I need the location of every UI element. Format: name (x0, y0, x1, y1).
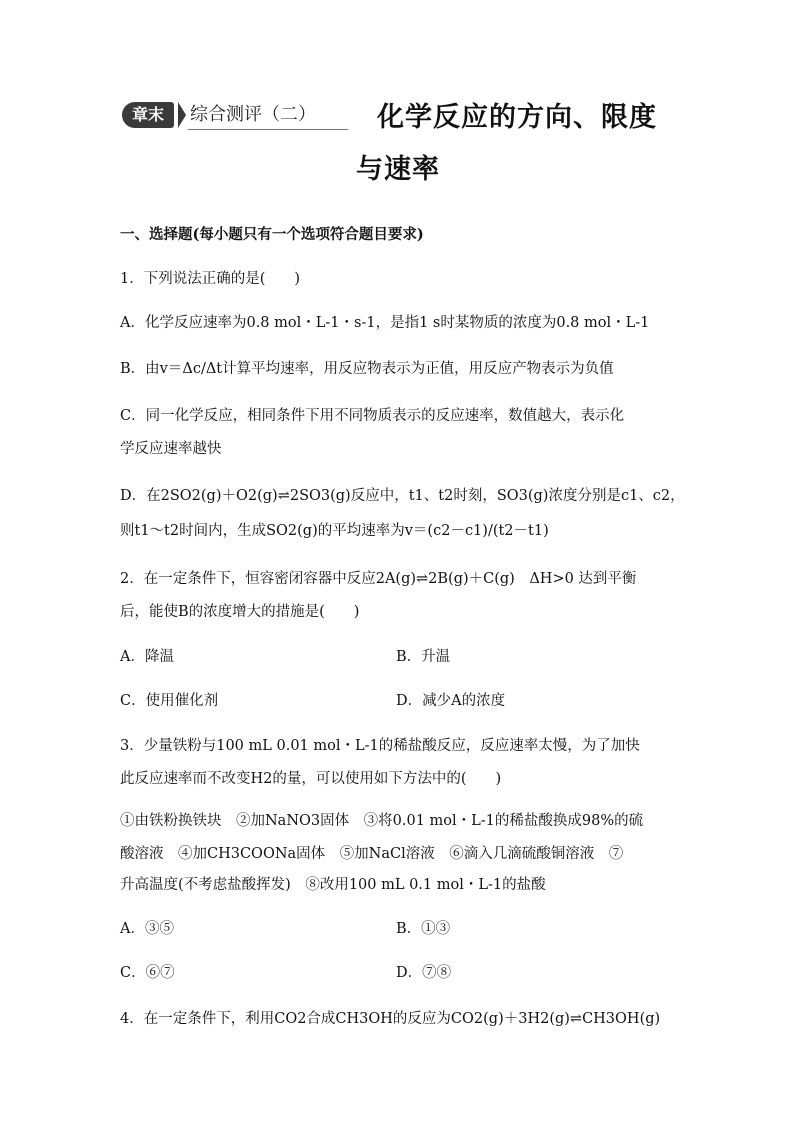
q3-option-a: A．③⑤ (120, 921, 174, 937)
q3-option-b: B．①③ (396, 921, 451, 937)
q1-option-c-line2: 学反应速率越快 (120, 441, 222, 457)
q1-option-b: B．由v＝Δc/Δt计算平均速率，用反应物表示为正值，用反应产物表示为负值 (120, 361, 614, 377)
q2-option-a: A．降温 (120, 649, 174, 665)
q3-option-d: D．⑦⑧ (396, 965, 452, 981)
chapter-header (122, 98, 682, 138)
q1-option-d-line1: D．在2SO2(g)＋O2(g)⇌2SO3(g)反应中，t1、t2时刻，SO3(g)浓度分别是c1、c2， (120, 488, 685, 504)
q3-choices-line3: 升高温度(不考虑盐酸挥发) ⑧改用100 mL 0.1 mol・L-1的盐酸 (120, 877, 546, 893)
q3-choices-line1: ①由铁粉换铁块 ②加NaNO3固体 ③将0.01 mol・L-1的稀盐酸换成98%的硫 (120, 813, 644, 829)
q3-choices-line2: 酸溶液 ④加CH3COONa固体 ⑤加NaCl溶液 ⑥滴入几滴硫酸铜溶液 ⑦ (120, 846, 624, 862)
q4-stem-line1: 4．在一定条件下，利用CO2合成CH3OH的反应为CO2(g)＋3H2(g)⇌CH3OH(g) (120, 1011, 661, 1027)
q2-option-c: C．使用催化剂 (120, 693, 219, 709)
q1-option-c-line1: C．同一化学反应，相同条件下用不同物质表示的反应速率，数值越大，表示化 (120, 408, 625, 424)
page-title-line1: 化学反应的方向、限度 (377, 102, 657, 133)
q1-option-a: A．化学反应速率为0.8 mol・L-1・s-1，是指1 s时某物质的浓度为0.8 mol・L-1 (120, 315, 650, 331)
q3-option-c: C．⑥⑦ (120, 965, 175, 981)
subtitle-underline (188, 129, 348, 130)
q2-stem-line1: 2．在一定条件下，恒容密闭容器中反应2A(g)⇌2B(g)＋C(g) ΔH>0 达到平衡 (120, 571, 637, 587)
chapter-subtitle: 综合测评（二） (190, 104, 316, 125)
q1-stem: 1．下列说法正确的是( ) (120, 271, 301, 287)
q2-stem-line2: 后，能使B的浓度增大的措施是( ) (120, 604, 360, 620)
badge-arrow-icon (178, 102, 186, 128)
q3-stem-line2: 此反应速率而不改变H2的量，可以使用如下方法中的( ) (120, 771, 502, 787)
section-heading: 一、选择题(每小题只有一个选项符合题目要求) (120, 226, 424, 243)
page-title-line2: 与速率 (356, 154, 440, 185)
chapter-badge: 章末 (122, 102, 174, 128)
q3-stem-line1: 3．少量铁粉与100 mL 0.01 mol・L-1的稀盐酸反应，反应速率太慢，为了加快 (120, 738, 640, 754)
q2-option-d: D．减少A的浓度 (396, 693, 506, 709)
q1-option-d-line2: 则t1～t2时间内，生成SO2(g)的平均速率为v＝(c2－c1)/(t2－t1) (120, 523, 549, 539)
q2-option-b: B．升温 (396, 649, 451, 665)
